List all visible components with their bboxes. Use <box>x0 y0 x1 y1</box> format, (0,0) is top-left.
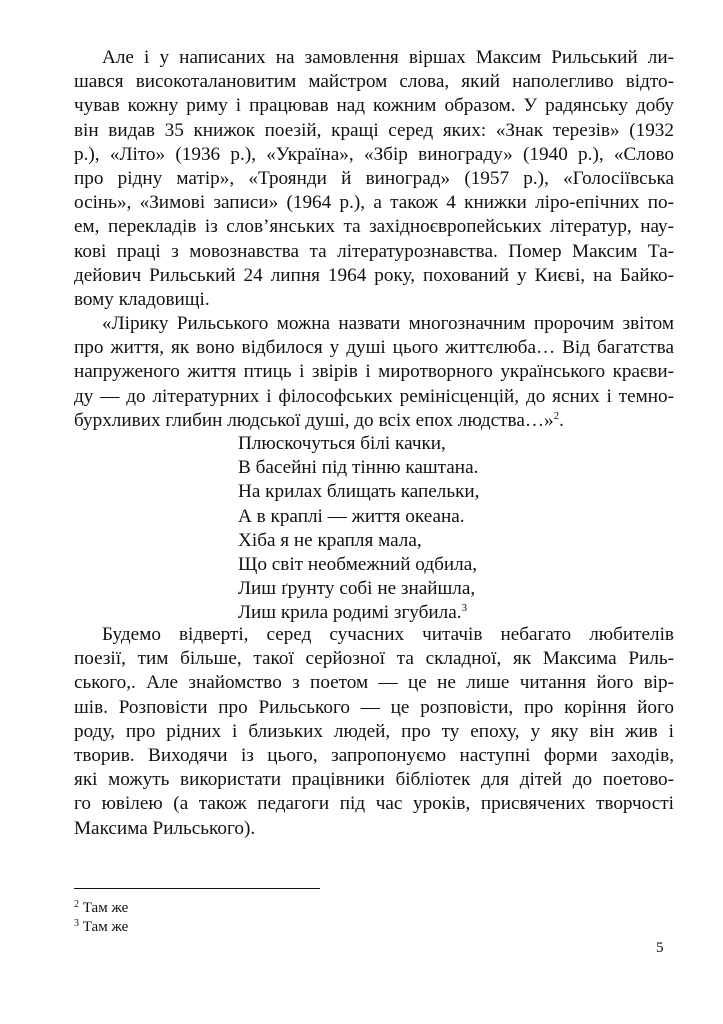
text-line: про життя, як воно відбилося у душі цього життєлюба… Від багатства <box>74 337 674 359</box>
text-line: ду — до літературних і філософських ремінісценцій, до ясних і темно- <box>74 385 674 407</box>
text-line: осінь», «Зимові записи» (1964 р.), а також 4 книжки ліро-епічних по- <box>74 192 674 214</box>
text-line: він видав 35 книжок поезій, кращі серед яких: «Знак терезів» (1932 <box>74 119 674 141</box>
footnote-text: Там же <box>82 900 129 916</box>
poem-line: А в краплі — життя океана. <box>238 505 465 527</box>
text-line: вому кладовищі. <box>74 289 210 311</box>
text-line: напруженого життя птиць і звірів і миротворного українського краєви- <box>74 361 674 383</box>
text-line: ського,. Але знайомство з поетом — це не лише читання його вір- <box>74 672 674 694</box>
text-line <box>74 409 674 433</box>
footnote-ref-2[interactable]: 2 <box>553 409 560 422</box>
footnote-number: 2 <box>74 899 79 910</box>
footnote-text: Там же <box>82 919 129 935</box>
footnotes <box>74 899 128 937</box>
text-line: «Лірику Рильського можна назвати многозначним пророчим звітом <box>102 313 674 334</box>
text-line: які можуть використати працівники бібліотек для дітей до поетово- <box>74 769 674 791</box>
poem-line: Лиш ґрунту собі не знайшла, <box>238 578 476 600</box>
quote-last-line-text: бурхливих глибин людської душі, до всіх епох людства…» <box>74 409 554 431</box>
footnote-number: 3 <box>74 918 79 929</box>
text-line: творив. Виходячи із цього, запропонуємо наступні форми заходів, <box>74 745 674 767</box>
poem-line: Хіба я не крапля мала, <box>238 529 422 551</box>
text-line: кові праці з мовознавства та літературознавства. Помер Максим Та- <box>74 240 674 262</box>
text-line: роду, про рідних і близьких людей, про ту епоху, у яку він жив і <box>74 720 674 742</box>
poem-line <box>238 601 479 625</box>
footnote-item <box>74 899 128 918</box>
text-line: Максима Рильського). <box>74 817 256 839</box>
poem-line: Плюскочуться білі качки, <box>238 433 446 454</box>
text-line: шів. Розповісти про Рильського — це розповісти, про коріння його <box>74 696 674 718</box>
page-number: 5 <box>656 940 664 956</box>
paragraph-conclusion <box>74 623 674 841</box>
poem-line: На крилах блищать капельки, <box>238 481 480 503</box>
text-line: Будемо відверті, серед сучасних читачів небагато любителів <box>102 624 674 645</box>
text-line: про рідну матір», «Троянди й виноград» (1957 р.), «Голосіївська <box>74 168 674 190</box>
poem-last-line-text: Лиш крила родимі згубила. <box>238 602 462 624</box>
paragraph-quote <box>74 312 674 433</box>
text-line: ем, перекладів із слов’янських та західноєвропейських літератур, нау- <box>74 216 674 238</box>
paragraph-biography <box>74 46 674 312</box>
text-line: р.), «Літо» (1936 р.), «Україна», «Збір винограду» (1940 р.), «Слово <box>74 143 674 165</box>
text-line: шався високоталановитим майстром слова, який наполегливо відто- <box>74 71 674 93</box>
text-line: поезії, тим більше, такої серйозної та складної, як Максима Риль- <box>74 648 674 670</box>
poem-line: В басейні під тінню каштана. <box>238 457 479 479</box>
poem-line: Що світ необмежний одбила, <box>238 554 478 576</box>
period: . <box>559 409 564 431</box>
footnote-ref-3[interactable]: 3 <box>461 602 468 615</box>
footnote-divider <box>74 888 320 889</box>
text-line: чував кожну риму і працював над кожним образом. У радянську добу <box>74 95 674 117</box>
text-line: го ювілею (а також педагоги під час уроків, присвячених творчості <box>74 793 674 815</box>
poem-stanza <box>238 432 479 626</box>
footnote-item <box>74 918 128 937</box>
text-line: Але і у написаних на замовлення віршах Максим Рильський ли- <box>102 47 674 68</box>
text-line: дейович Рильський 24 липня 1964 року, похований у Києві, на Байко- <box>74 264 674 286</box>
